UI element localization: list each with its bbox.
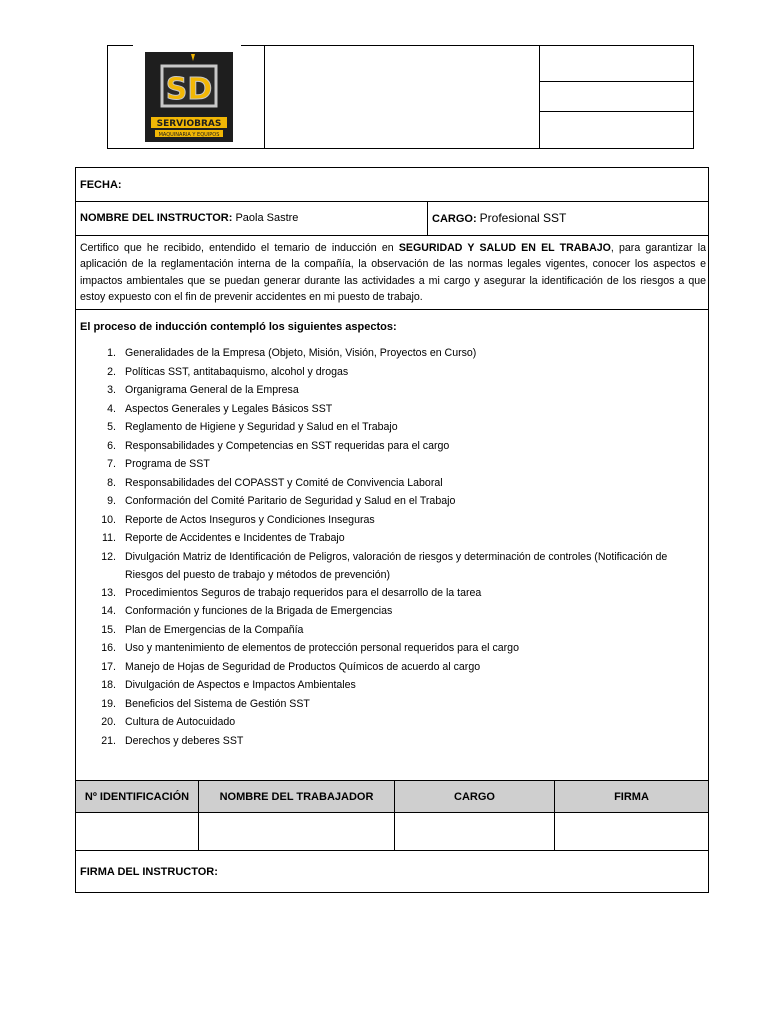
document-header	[107, 45, 694, 149]
list-item	[76, 492, 708, 511]
company-logo-graphic	[145, 52, 233, 142]
list-item-text: Manejo de Hojas de Seguridad de Productos Químicos de acuerdo al cargo	[125, 660, 481, 673]
list-item-number: 15.	[101, 623, 116, 636]
brand-name: SERVIOBRAS	[156, 119, 222, 129]
meta-row-2	[539, 82, 693, 112]
list-item-number: 6.	[107, 439, 116, 452]
list-item-number: 11.	[102, 532, 116, 544]
list-item-text: Generalidades de la Empresa (Objeto, Misión, Visión, Proyectos en Curso)	[125, 347, 477, 359]
list-item-number: 5.	[107, 421, 116, 433]
meta-row-3	[539, 112, 693, 150]
list-item	[76, 381, 708, 400]
workers-table-row	[76, 813, 708, 851]
list-item	[76, 363, 708, 382]
meta-row-1	[539, 46, 693, 82]
certification-bold: SEGURIDAD Y SALUD EN EL TRABAJO	[398, 242, 611, 254]
list-item	[76, 676, 708, 695]
col-header-nombre: NOMBRE DEL TRABAJADOR	[199, 781, 395, 812]
list-item-number: 10.	[101, 513, 116, 526]
list-item	[76, 529, 708, 548]
list-item-number: 7.	[107, 458, 116, 470]
list-item-number: 17.	[101, 660, 116, 673]
certification-row	[76, 236, 708, 310]
list-item-number: 18.	[101, 679, 116, 691]
firma-instructor-label: FIRMA DEL INSTRUCTOR:	[80, 866, 218, 878]
list-item-text: Responsabilidades del COPASST y Comité de Convivencia Laboral	[125, 476, 443, 489]
workers-table-header	[76, 781, 708, 813]
list-item-text: Divulgación de Aspectos e Impactos Ambientales	[125, 679, 356, 691]
list-item-text: Organigrama General de la Empresa	[125, 384, 299, 396]
cell-identificacion[interactable]	[76, 813, 199, 850]
process-row	[76, 310, 708, 781]
fecha-label: FECHA:	[80, 179, 122, 191]
list-item-text: Divulgación Matriz de Identificación de Peligros, valoración de riesgos y determinación de controles (Notificación de Riesgos del puesto de trabajo y métodos de prevención)	[125, 550, 668, 581]
list-item-text: Beneficios del Sistema de Gestión SST	[125, 697, 310, 710]
list-item-text: Reporte de Actos Inseguros y Condiciones Inseguras	[125, 513, 375, 526]
instructor-row	[76, 202, 708, 236]
list-item-number: 19.	[101, 697, 116, 710]
instructor-value: Paola Sastre	[235, 212, 299, 224]
col-header-firma: FIRMA	[614, 790, 649, 803]
instructor-divider	[427, 202, 428, 236]
list-item-text: Políticas SST, antitabaquismo, alcohol y drogas	[125, 365, 349, 378]
instructor-label: NOMBRE DEL INSTRUCTOR:	[80, 212, 233, 224]
list-item	[76, 658, 708, 677]
list-item-number: 3.	[107, 384, 116, 396]
list-item-text: Aspectos Generales y Legales Básicos SST	[125, 402, 333, 415]
logo-cell-top-border-left	[108, 45, 133, 46]
list-item	[76, 639, 708, 658]
list-item	[76, 732, 708, 751]
list-item-text: Conformación del Comité Paritario de Seguridad y Salud en el Trabajo	[125, 495, 456, 507]
cargo-value: Profesional SST	[479, 211, 567, 225]
list-item-number: 13.	[101, 586, 116, 599]
list-item-text: Reglamento de Higiene y Seguridad y Salud en el Trabajo	[125, 421, 398, 433]
induction-topics-list	[76, 344, 708, 750]
process-heading: El proceso de inducción contempló los siguientes aspectos:	[80, 321, 397, 333]
company-logo	[145, 52, 233, 142]
list-item	[76, 713, 708, 732]
list-item	[76, 511, 708, 530]
header-meta-cells	[539, 45, 694, 149]
induction-form	[75, 167, 709, 893]
list-item	[76, 437, 708, 456]
list-item-text: Conformación y funciones de la Brigada de Emergencias	[125, 605, 393, 617]
list-item-number: 21.	[101, 734, 116, 747]
certification-text: Certifico que he recibido, entendido el temario de inducción en SEGURIDAD Y SALUD EN EL TRABAJO, para garantizar la aplicación de la reglamentación interna de la compañía, la observación de las normas legales vigentes, conocer los aspectos e impactos ambientales que se puedan generar durante las actividades a mi cargo y asegurar la identificación de los riesgos a que estoy expuesto con el fin de prevenir accidentes en mi puesto de trabajo.	[80, 242, 706, 303]
list-item-text: Cultura de Autocuidado	[125, 716, 236, 728]
list-item	[76, 584, 708, 603]
list-item-number: 20.	[101, 716, 116, 728]
col-header-identificacion: Nº IDENTIFICACIÓN	[76, 781, 199, 812]
list-item-text: Derechos y deberes SST	[125, 734, 244, 747]
list-item	[76, 455, 708, 474]
instructor-field[interactable]	[80, 212, 298, 224]
list-item-text: Uso y mantenimiento de elementos de protección personal requeridos para el cargo	[125, 642, 519, 654]
brand-tagline: MAQUINARIA Y EQUIPOS	[158, 132, 220, 138]
list-item-text: Plan de Emergencias de la Compañía	[125, 623, 304, 636]
list-item-text: Procedimientos Seguros de trabajo requeridos para el desarrollo de la tarea	[125, 586, 482, 599]
list-item	[76, 621, 708, 640]
list-item-text: Programa de SST	[125, 458, 210, 470]
fecha-row[interactable]	[76, 168, 708, 202]
header-title-cell	[264, 45, 540, 149]
logo-cell-top-border-right	[241, 45, 265, 46]
list-item-number: 8.	[107, 476, 116, 489]
cargo-label: CARGO:	[432, 213, 477, 225]
col-header-cargo: CARGO	[395, 781, 555, 812]
cell-nombre[interactable]	[199, 813, 395, 850]
list-item	[76, 344, 708, 363]
list-item-text: Responsabilidades y Competencias en SST requeridas para el cargo	[125, 439, 450, 452]
list-item	[76, 548, 708, 584]
cargo-field[interactable]	[432, 211, 566, 225]
list-item-number: 14.	[101, 605, 116, 617]
list-item-text: Reporte de Accidentes e Incidentes de Trabajo	[125, 532, 345, 544]
cell-cargo[interactable]	[395, 813, 555, 850]
list-item	[76, 695, 708, 714]
list-item-number: 4.	[107, 402, 116, 415]
list-item	[76, 400, 708, 419]
logo-cell	[107, 45, 264, 149]
list-item	[76, 602, 708, 621]
list-item	[76, 474, 708, 493]
cell-firma[interactable]	[555, 813, 708, 850]
list-item-number: 1.	[107, 347, 116, 359]
brand-glyph: SD	[165, 72, 213, 107]
list-item-number: 12.	[101, 550, 116, 563]
list-item	[76, 418, 708, 437]
list-item-number: 2.	[107, 365, 116, 378]
firma-instructor-row[interactable]	[76, 851, 708, 892]
list-item-number: 16.	[101, 642, 116, 654]
list-item-number: 9.	[107, 495, 116, 507]
